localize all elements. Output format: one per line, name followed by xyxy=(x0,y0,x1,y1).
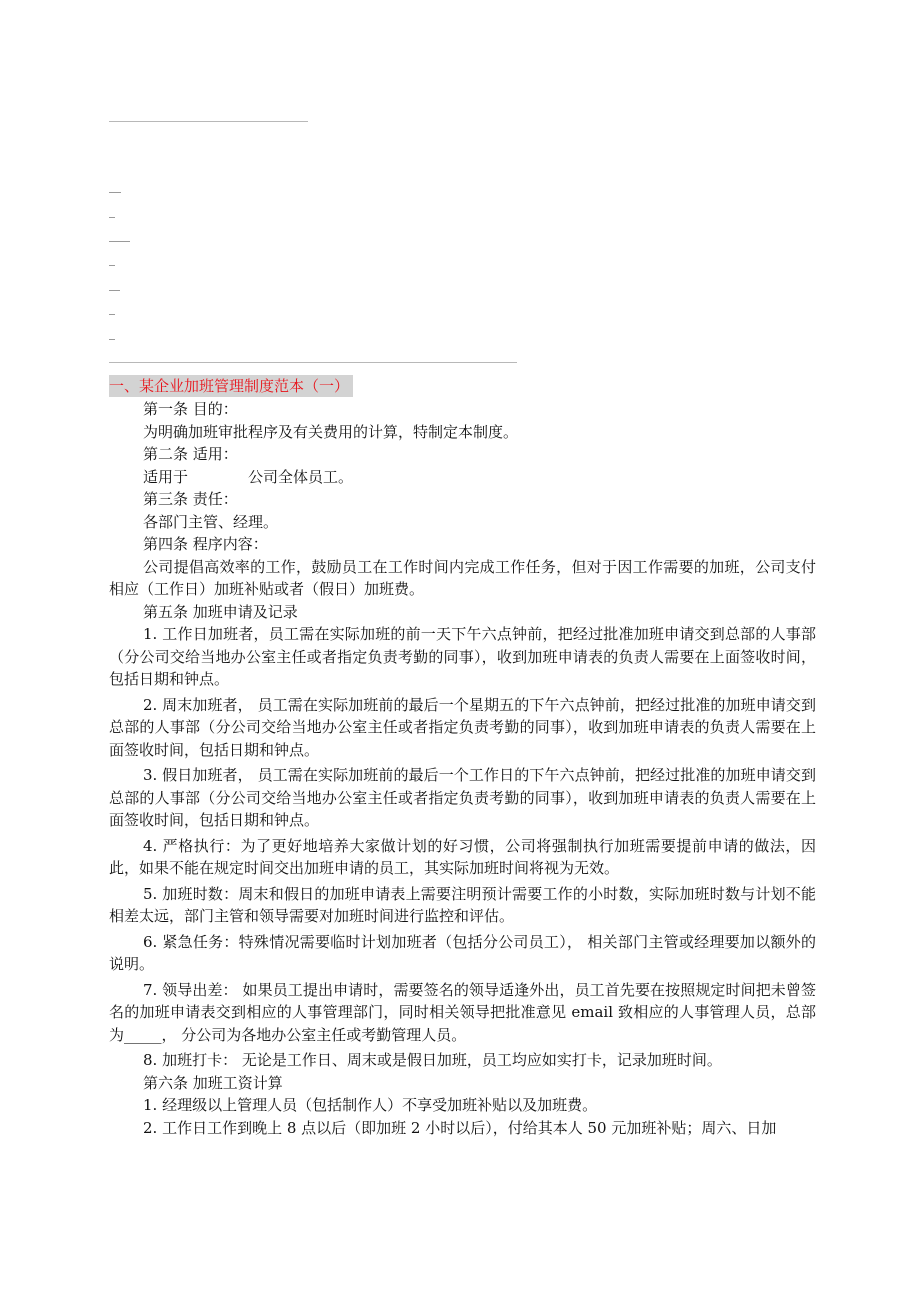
article-heading: 第一条 目的： xyxy=(143,400,238,418)
list-item: 2. 周末加班者， 员工需在实际加班前的最后一个星期五的下午六点钟前，把经过批准的加班申请交到总部的人事部（分公司交给当地办公室主任或者指定负责考勤的同事），收到加班申请表的负责人需要在上面签收时间，包括日期和钟点。 xyxy=(109,695,816,759)
scope-prefix: 适用于 xyxy=(143,467,189,486)
dash-mark xyxy=(109,314,115,315)
list-item: 6. 紧急任务：特殊情况需要临时计划加班者（包括分公司员工）， 相关部门主管或经理要加以额外的说明。 xyxy=(109,932,816,973)
article-heading: 第六条 加班工资计算 xyxy=(143,1073,283,1092)
scope-suffix: 公司全体员工。 xyxy=(248,467,354,486)
paragraph: 为明确加班审批程序及有关费用的计算，特制定本制度。 xyxy=(143,422,519,441)
list-item: 1. 工作日加班者，员工需在实际加班的前一天下午六点钟前，把经过批准加班申请交到总部的人事部（分公司交给当地办公室主任或者指定负责考勤的同事），收到加班申请表的负责人需要在上面签收时间，包括日期和钟点。 xyxy=(109,625,816,688)
list-item: 4. 严格执行：为了更好地培养大家做计划的好习惯，公司将强制执行加班需要提前申请的做法，因此，如果不能在规定时间交出加班申请的员工，其实际加班时间将视为无效。 xyxy=(109,836,816,877)
section-rule xyxy=(109,362,517,363)
article-heading: 第二条 适用： xyxy=(143,445,238,463)
paragraph: 各部门主管、经理。 xyxy=(143,512,279,531)
article-heading: 第五条 加班申请及记录 xyxy=(143,602,298,621)
dash-mark xyxy=(109,241,130,242)
article-heading: 第四条 程序内容： xyxy=(143,535,268,553)
article-heading: 第三条 责任： xyxy=(143,490,238,508)
list-item: 1. 经理级以上管理人员（包括制作人）不享受加班补贴以及加班费。 xyxy=(143,1096,598,1114)
list-item: 7. 领导出差： 如果员工提出申请时，需要签名的领导适逢外出，员工首先要在按照规定时间把未曾签名的加班申请表交到相应的人事管理部门，同时相关领导把批准意见 email 致相应的人事管理人员，总部为_____， 分公司为各地办公室主任或考勤管理人员。 xyxy=(109,980,816,1044)
scope-line xyxy=(109,466,816,489)
document-title: 一、某企业加班管理制度范本（一） xyxy=(109,375,353,397)
paragraph: 公司提倡高效率的工作，鼓励员工在工作时间内完成工作任务，但对于因工作需要的加班，公司支付相应（工作日）加班补贴或者（假日）加班费。 xyxy=(109,557,816,598)
dash-mark xyxy=(109,192,121,193)
dash-mark xyxy=(109,290,120,291)
list-item: 2. 工作日工作到晚上 8 点以后（即加班 2 小时以后），付给其本人 50 元加班补贴；周六、日加 xyxy=(143,1118,777,1137)
list-item: 8. 加班打卡： 无论是工作日、周末或是假日加班，员工均应如实打卡，记录加班时间。 xyxy=(143,1051,722,1069)
list-item: 3. 假日加班者， 员工需在实际加班前的最后一个工作日的下午六点钟前，把经过批准的加班申请交到总部的人事部（分公司交给当地办公室主任或者指定负责考勤的同事），收到加班申请表的负责人需要在上面签收时间，包括日期和钟点。 xyxy=(109,766,816,829)
dash-mark xyxy=(109,217,115,218)
header-rule xyxy=(109,121,308,122)
list-item: 5. 加班时数：周末和假日的加班申请表上需要注明预计需要工作的小时数，实际加班时数与计划不能相差太远，部门主管和领导需要对加班时间进行监控和评估。 xyxy=(109,884,816,925)
dash-mark xyxy=(109,265,115,266)
dash-mark xyxy=(109,339,115,340)
document-body xyxy=(109,375,816,1139)
